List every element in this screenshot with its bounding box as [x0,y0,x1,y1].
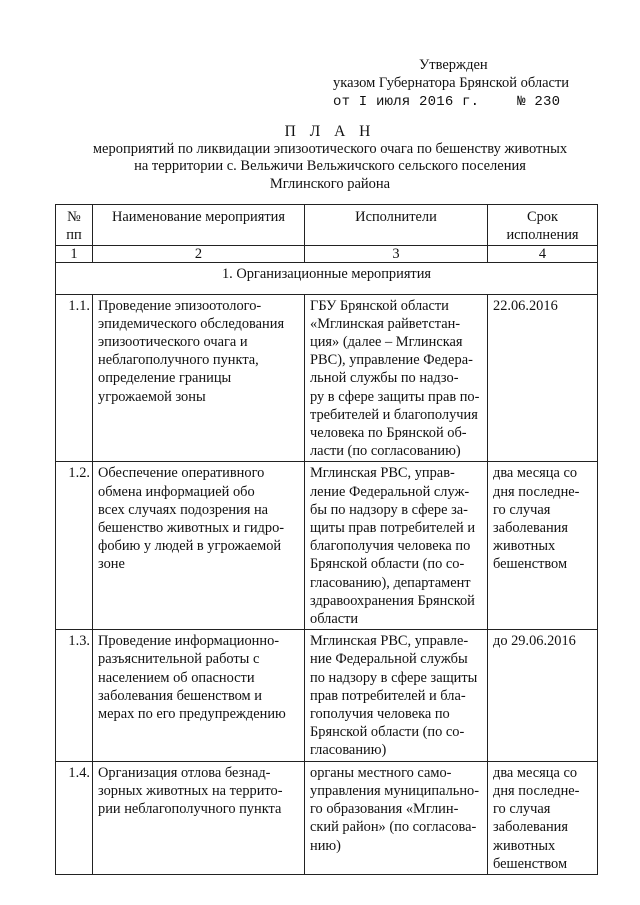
table-row [56,294,598,462]
title-line-2: на территории с. Вельжичи Вельжичского сельского поселения [134,158,526,175]
header-name: Наименование мероприятия [93,205,305,246]
index-cell: 2 [93,246,305,263]
index-cell: 1 [56,246,93,263]
table-row [56,761,598,874]
row-number: 1.1. [56,294,93,462]
approval-title: Утвержден [419,57,488,73]
approval-number: № 230 [517,94,561,110]
row-name: Проведение эпизоотолого- эпидемического обследования эпизоотического очага и неблагополучного пункта, определение границы угрожаемой зоны [93,294,305,462]
row-number: 1.4. [56,761,93,874]
plan-table [55,204,598,875]
document-title [60,123,600,193]
row-deadline: два месяца со дня последне- го случая заболевания животных бешенством [488,462,598,630]
row-executors: ГБУ Брянской области «Мглинская райветстан- ция» (далее – Мглинская РВС), управление Федера- льной службы по надзо- ру в сфере защиты прав по- требителей и благополучия человека по Брянской об- ласти (по согласованию) [305,294,488,462]
index-cell: 4 [488,246,598,263]
approval-block [333,56,569,111]
row-name: Организация отлова безнад- зорных животных на террито- рии неблагополучного пункта [93,761,305,874]
approval-date-line [333,92,569,111]
index-cell: 3 [305,246,488,263]
row-name: Обеспечение оперативного обмена информацией обо всех случаях подозрения на бешенство животных и гидро- фобию у людей в угрожаемой зоне [93,462,305,630]
approval-date: от I июля 2016 г. [333,94,480,110]
table-row [56,630,598,761]
row-number: 1.3. [56,630,93,761]
row-deadline: два месяца со дня последне- го случая заболевания животных бешенством [488,761,598,874]
row-deadline: 22.06.2016 [488,294,598,462]
row-executors: Мглинская РВС, управ- ление Федеральной служ- бы по надзору в сфере за- щиты прав потребителей и благополучия человека по Брянской области (по со- гласованию), департамент здравоохранения Брянской области [305,462,488,630]
title-line-3: Мглинского района [269,175,391,192]
row-executors: органы местного само- управления муниципально- го образования «Мглин- ский район» (по согласова- нию) [305,761,488,874]
plan-heading: П Л А Н [284,123,376,140]
table-header-row [56,205,598,246]
row-deadline: до 29.06.2016 [488,630,598,761]
section-row [56,263,598,294]
row-name: Проведение информационно- разъяснительной работы с населением об опасности заболевания бешенством и мерах по его предупреждению [93,630,305,761]
section-title: 1. Организационные мероприятия [56,263,598,294]
table-row [56,462,598,630]
approval-decree: указом Губернатора Брянской области [333,75,570,91]
row-number: 1.2. [56,462,93,630]
header-deadline: Срок исполнения [488,205,598,246]
row-executors: Мглинская РВС, управле- ние Федеральной службы по надзору в сфере защиты прав потребителей и бла- гополучия человека по Брянской области (по со- гласованию) [305,630,488,761]
table-index-row [56,246,598,263]
header-executors: Исполнители [305,205,488,246]
header-number: № пп [56,205,93,246]
title-line-1: мероприятий по ликвидации эпизоотического очага по бешенству животных [92,140,568,157]
